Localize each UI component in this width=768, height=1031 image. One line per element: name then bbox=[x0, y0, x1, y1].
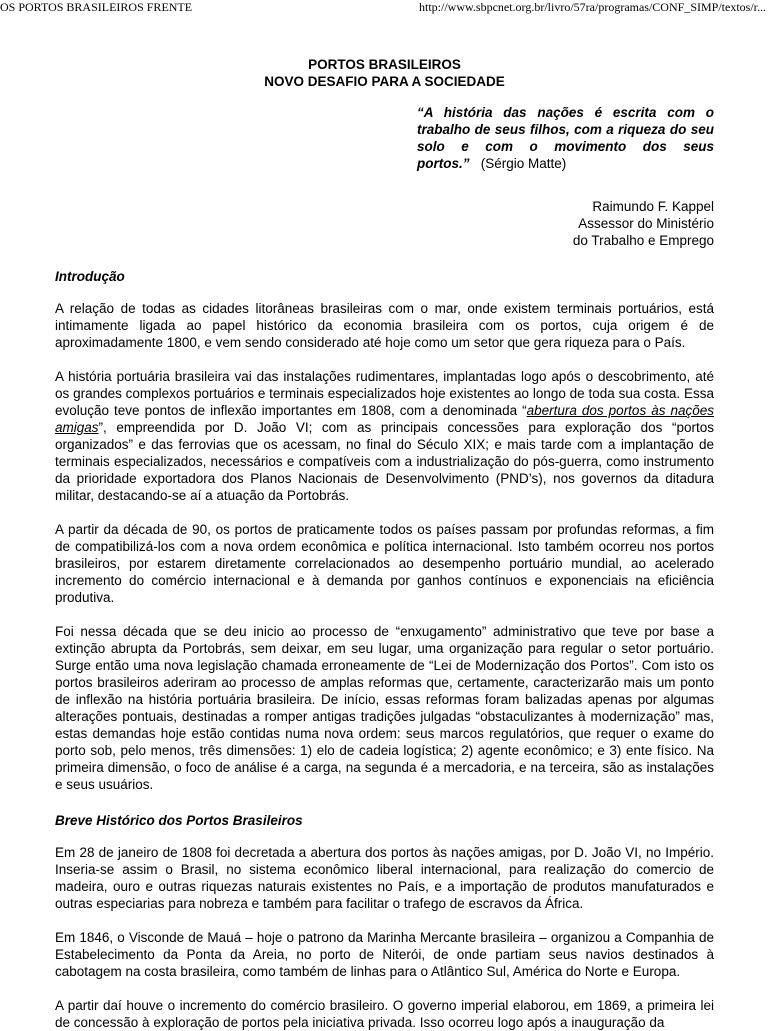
epigraph-author: (Sérgio Matte) bbox=[480, 156, 567, 171]
intro-p2-text-after: ”, empreendida por D. João VI; com as principais concessões para exploração dos “portos organizados” e das ferrovias que os acessam, no final do Século XIX; e mais tarde com a implantação de terminais especializados, necessários e compatíveis com a industrialização do pós-guerra, como instrumento da prioridade exportadora dos Planos Nacionais de Desenvolvimento (PND’s), nos governos da ditadura militar, destacando-se aí a atuação da Portobrás. bbox=[55, 420, 714, 503]
intro-paragraph-1: A relação de todas as cidades litorâneas brasileiras com o mar, onde existem terminais portuários, está intimamente ligada ao papel histórico da economia brasileira com os portos, cuja origem é de aproximadamente 1800, e vem sendo considerado até hoje como um setor que gera riqueza para o País. bbox=[55, 301, 714, 350]
author-role: Assessor do Ministério bbox=[578, 216, 714, 231]
print-header bbox=[0, 0, 768, 16]
section-heading-intro: Introdução bbox=[55, 269, 125, 284]
section-heading-history: Breve Histórico dos Portos Brasileiros bbox=[55, 813, 303, 828]
history-paragraph-2: Em 1846, o Visconde de Mauá – hoje o patrono da Marinha Mercante brasileira – organizou a Companhia de Estabelecimento da Ponta da Areia, no porto de Niterói, de onde partiam seus navios destinados à cabotagem na costa brasileira, como também de linhas para o Atlântico Sul, América do Norte e Europa. bbox=[55, 930, 714, 979]
intro-paragraph-4: Foi nessa década que se deu inicio ao processo de “enxugamento” administrativo que teve por base a extinção abrupta da Portobrás, sem deixar, em seu lugar, uma organização para regular o setor portuário. Surge então uma nova legislação chamada erroneamente de “Lei de Modernização dos Portos”. Com isto os portos brasileiros aderiram ao processo de amplas reformas que, certamente, caracterizarão mais um ponto de inflexão na história portuária brasileira. De início, essas reformas foram balizadas apenas por algumas alterações pontuais, destinadas a romper antigas tradições julgadas “obstaculizantes à modernização” mas, estas demandas hoje estão contidas numa nova ordem: seus marcos regulatórios, que requer o exame do porto sob, pelo menos, três dimensões: 1) elo de cadeia logística; 2) agente econômico; e 3) ente físico. Na primeira dimensão, o foco de análise é a carga, na segunda é a mercadoria, e na terceira, são as instalações e seus usuários. bbox=[55, 624, 714, 792]
title-line-2: NOVO DESAFIO PARA A SOCIEDADE bbox=[264, 74, 505, 89]
print-header-title: OS PORTOS BRASILEIROS FRENTE bbox=[0, 0, 193, 14]
author-block bbox=[55, 198, 714, 249]
document-title bbox=[55, 56, 714, 90]
history-paragraph-3: A partir daí houve o incremento do comércio brasileiro. O governo imperial elaborou, em 1869, a primeira lei de concessão à exploração de portos pela iniciativa privada. Isso ocorreu logo após a inauguração da bbox=[55, 998, 714, 1030]
abertura-dos-portos-link[interactable]: abertura dos portos às nações amigas bbox=[55, 403, 714, 435]
document-page bbox=[55, 56, 714, 1031]
epigraph-text: “A história das nações é escrita com o trabalho de seus filhos, com a riqueza do seu solo e com o movimento dos seus portos.” bbox=[417, 105, 714, 171]
print-header-url: http://www.sbpcnet.org.br/livro/57ra/programas/CONF_SIMP/textos/r... bbox=[419, 0, 766, 14]
epigraph bbox=[417, 104, 714, 172]
intro-paragraph-2 bbox=[55, 368, 714, 504]
title-line-1: PORTOS BRASILEIROS bbox=[308, 57, 461, 72]
history-paragraph-1: Em 28 de janeiro de 1808 foi decretada a abertura dos portos às nações amigas, por D. João VI, no Império. Inseria-se assim o Brasil, no sistema econômico liberal internacional, para realização do comercio de madeira, ouro e outras riquezas naturais existentes no País, e a importação de produtos manufaturados e outras especiarias para nobreza e também para facilitar o trafego de escravos da África. bbox=[55, 845, 714, 911]
intro-paragraph-3: A partir da década de 90, os portos de praticamente todos os países passam por profundas reformas, a fim de compatibilizá-los com a nova ordem econômica e política internacional. Isto também ocorreu nos portos brasileiros, por estarem diretamente correlacionados ao desempenho portuário mundial, ao acelerado incremento do comércio internacional e à demanda por ganhos contínuos e exponenciais na eficiência produtiva. bbox=[55, 522, 714, 605]
intro-p2-text-before: A história portuária brasileira vai das instalações rudimentares, implantadas logo após o descobrimento, até os grandes complexos portuários e terminais especializados hoje existentes ao longo de toda sua costa. Essa evolução teve pontos de inflexão importantes em 1808, com a denominada “ bbox=[55, 369, 714, 418]
author-org: do Trabalho e Emprego bbox=[572, 233, 714, 248]
author-name: Raimundo F. Kappel bbox=[592, 199, 714, 214]
